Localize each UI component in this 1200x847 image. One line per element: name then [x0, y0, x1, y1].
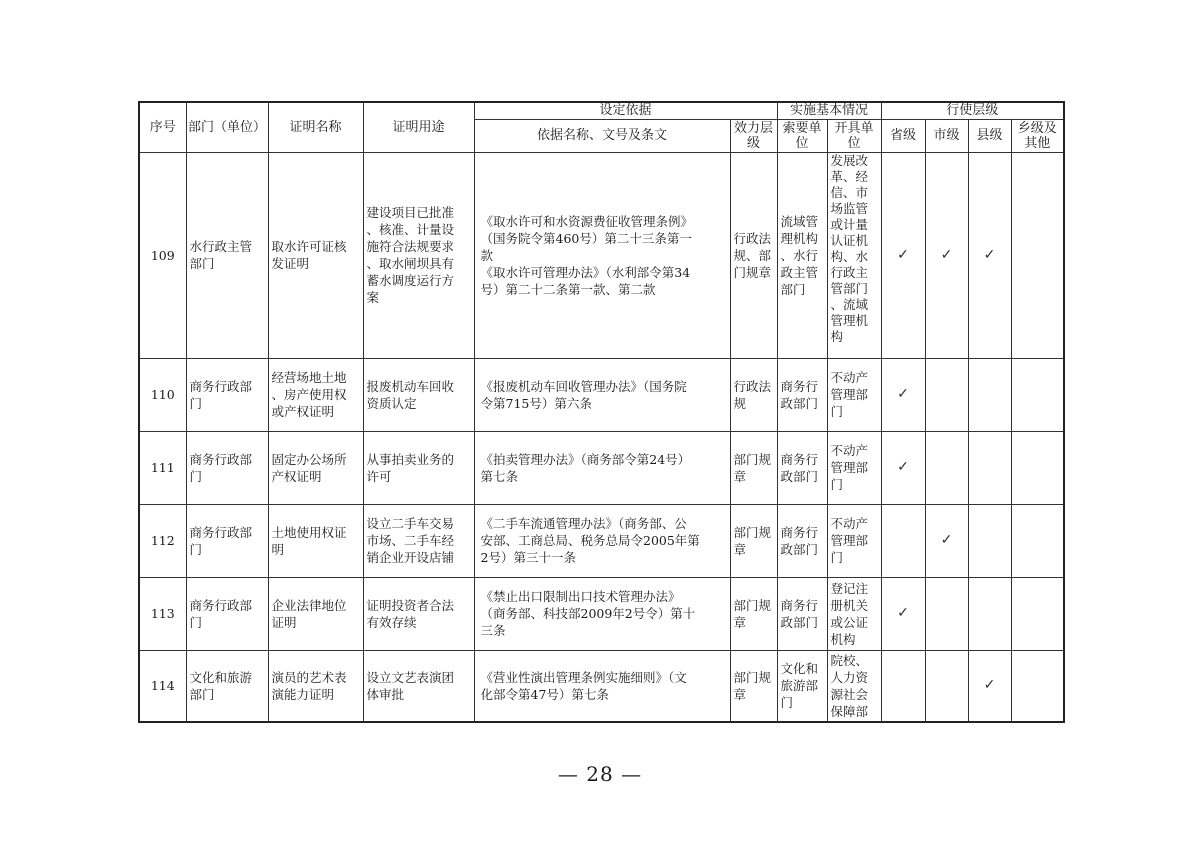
checkmark-icon-county — [968, 431, 1011, 504]
header-basis-group: 设定依据 — [474, 102, 777, 119]
basis-cell — [474, 577, 730, 650]
row-number: 111 — [139, 431, 186, 504]
checkmark-icon-township — [1011, 650, 1064, 722]
issuing-unit-cell — [827, 650, 881, 722]
cert-name-cell — [268, 577, 363, 650]
issuing-unit-cell — [827, 358, 881, 431]
requesting-unit-cell — [777, 431, 827, 504]
effect-level-text: 部门规 章 — [733, 597, 772, 630]
purpose-text: 从事拍卖业务的 许可 — [366, 451, 455, 484]
basis-cell — [474, 152, 730, 358]
header-effect-level: 效力层 级 — [730, 119, 777, 152]
table-row — [139, 577, 1064, 650]
requesting-unit-cell — [777, 650, 827, 722]
purpose-cell — [363, 152, 474, 358]
checkmark-icon-county: ✓ — [968, 650, 1011, 722]
purpose-text: 设立二手车交易 市场、二手车经 销企业开设店铺 — [366, 516, 455, 565]
header-basis-name: 依据名称、文号及条文 — [474, 119, 730, 152]
row-number: 114 — [139, 650, 186, 722]
requesting-unit-cell — [777, 504, 827, 577]
table-row — [139, 152, 1064, 358]
effect-level-cell — [730, 431, 777, 504]
issuing-unit-cell — [827, 152, 881, 358]
dept-text: 商务行政部 门 — [189, 524, 253, 557]
cert-name-text: 固定办公场所 产权证明 — [271, 451, 347, 484]
basis-cell — [474, 431, 730, 504]
basis-cell — [474, 504, 730, 577]
header-issuing-unit: 开具单 位 — [827, 119, 881, 152]
effect-level-text: 部门规 章 — [733, 524, 772, 557]
cert-name-text: 土地使用权证 明 — [271, 524, 347, 557]
issuing-unit-text: 院校、 人力资 源社会 保障部 — [830, 652, 869, 719]
dept-text: 水行政主管 部门 — [189, 239, 253, 271]
issuing-unit-cell — [827, 577, 881, 650]
effect-level-text: 部门规 章 — [733, 451, 772, 484]
basis-text: 《营业性演出管理条例实施细则》（文 化部令第47号）第七条 — [480, 669, 687, 702]
checkmark-icon-county — [968, 577, 1011, 650]
checkmark-icon-township — [1011, 358, 1064, 431]
requesting-unit-text: 商务行 政部门 — [780, 378, 819, 411]
cert-name-text: 演员的艺术表 演能力证明 — [271, 669, 347, 702]
basis-text: 《报废机动车回收管理办法》（国务院 令第715号）第六条 — [480, 378, 687, 411]
requesting-unit-text: 商务行 政部门 — [780, 524, 819, 557]
header-no: 序号 — [139, 102, 186, 152]
table-header — [139, 102, 1064, 152]
header-township: 乡级及 其他 — [1011, 119, 1064, 152]
checkmark-icon-provincial: ✓ — [881, 431, 925, 504]
checkmark-icon-municipal — [925, 577, 968, 650]
checkmark-icon-municipal: ✓ — [925, 504, 968, 577]
issuing-unit-text: 不动产 管理部 门 — [830, 370, 869, 419]
requesting-unit-cell — [777, 577, 827, 650]
basis-text: 《二手车流通管理办法》（商务部、公 安部、工商总局、税务总局令2005年第 2号）第三十一条 — [480, 516, 700, 565]
certificate-list-table-container — [138, 101, 1065, 723]
dept-text: 文化和旅游 部门 — [189, 669, 253, 702]
purpose-text: 设立文艺表演团 体审批 — [366, 669, 455, 702]
cert-name-text: 企业法律地位 证明 — [271, 597, 347, 630]
row-number: 109 — [139, 152, 186, 358]
dept-cell — [186, 504, 268, 577]
certificate-list-table — [138, 101, 1065, 723]
basis-text: 《取水许可和水资源费征收管理条例》 （国务院令第460号）第二十三条第一 款 《取水许可管理办法》（水利部令第34 号）第二十二条第一款、第二款 — [480, 213, 694, 297]
cert-name-cell — [268, 358, 363, 431]
basis-cell — [474, 650, 730, 722]
basis-text: 《禁止出口限制出口技术管理办法》 （商务部、科技部2009年2号令）第十 三条 — [480, 589, 696, 638]
issuing-unit-text: 发展改 革、经 信、市 场监管 或计量 认证机 构、水 行政主 管部门 、流域 管理机 构 — [830, 152, 869, 344]
dept-text: 商务行政部 门 — [189, 451, 253, 484]
checkmark-icon-township — [1011, 577, 1064, 650]
requesting-unit-cell — [777, 152, 827, 358]
table-body — [139, 152, 1064, 722]
purpose-text: 报废机动车回收 资质认定 — [366, 378, 455, 411]
checkmark-icon-township — [1011, 431, 1064, 504]
checkmark-icon-municipal — [925, 431, 968, 504]
checkmark-icon-county — [968, 504, 1011, 577]
effect-level-cell — [730, 358, 777, 431]
checkmark-icon-provincial: ✓ — [881, 152, 925, 358]
effect-level-cell — [730, 577, 777, 650]
cert-name-cell — [268, 431, 363, 504]
checkmark-icon-municipal — [925, 358, 968, 431]
issuing-unit-cell — [827, 504, 881, 577]
cert-name-cell — [268, 504, 363, 577]
checkmark-icon-county — [968, 358, 1011, 431]
issuing-unit-cell — [827, 431, 881, 504]
header-purpose: 证明用途 — [363, 102, 474, 152]
checkmark-icon-township — [1011, 504, 1064, 577]
checkmark-icon-provincial: ✓ — [881, 358, 925, 431]
cert-name-cell — [268, 152, 363, 358]
dept-cell — [186, 152, 268, 358]
requesting-unit-text: 商务行 政部门 — [780, 451, 819, 484]
purpose-cell — [363, 504, 474, 577]
checkmark-icon-township — [1011, 152, 1064, 358]
dept-cell — [186, 577, 268, 650]
row-number: 110 — [139, 358, 186, 431]
purpose-cell — [363, 431, 474, 504]
issuing-unit-text: 登记注 册机关 或公证 机构 — [830, 580, 869, 647]
cert-name-cell — [268, 650, 363, 722]
table-row — [139, 358, 1064, 431]
header-county: 县级 — [968, 119, 1011, 152]
purpose-cell — [363, 577, 474, 650]
header-dept: 部门（单位） — [186, 102, 268, 152]
requesting-unit-text: 文化和 旅游部 门 — [780, 661, 819, 711]
effect-level-text: 部门规 章 — [733, 669, 772, 702]
issuing-unit-text: 不动产 管理部 门 — [830, 443, 869, 492]
header-requesting-unit: 索要单 位 — [777, 119, 827, 152]
dept-cell — [186, 358, 268, 431]
effect-level-text: 行政法 规、部 门规章 — [733, 230, 772, 280]
table-row — [139, 650, 1064, 722]
requesting-unit-text: 商务行 政部门 — [780, 597, 819, 630]
effect-level-text: 行政法 规 — [733, 378, 772, 411]
purpose-text: 证明投资者合法 有效存续 — [366, 597, 455, 630]
header-impl-group: 实施基本情况 — [777, 102, 881, 119]
issuing-unit-text: 不动产 管理部 门 — [830, 516, 869, 565]
checkmark-icon-provincial — [881, 504, 925, 577]
cert-name-text: 经营场地土地 、房产使用权 或产权证明 — [271, 370, 347, 419]
header-provincial: 省级 — [881, 119, 925, 152]
purpose-cell — [363, 650, 474, 722]
dept-cell — [186, 431, 268, 504]
dept-cell — [186, 650, 268, 722]
effect-level-cell — [730, 152, 777, 358]
purpose-cell — [363, 358, 474, 431]
table-row — [139, 431, 1064, 504]
checkmark-icon-provincial: ✓ — [881, 577, 925, 650]
effect-level-cell — [730, 504, 777, 577]
header-municipal: 市级 — [925, 119, 968, 152]
basis-text: 《拍卖管理办法》（商务部令第24号） 第七条 — [480, 451, 691, 484]
effect-level-cell — [730, 650, 777, 722]
dept-text: 商务行政部 门 — [189, 378, 253, 411]
cert-name-text: 取水许可证核 发证明 — [271, 239, 347, 271]
checkmark-icon-county: ✓ — [968, 152, 1011, 358]
requesting-unit-cell — [777, 358, 827, 431]
dept-text: 商务行政部 门 — [189, 597, 253, 630]
basis-cell — [474, 358, 730, 431]
purpose-text: 建设项目已批准 、核准、计量设 施符合法规要求 、取水闸坝具有 蓄水调度运行方 案 — [366, 205, 455, 305]
checkmark-icon-municipal — [925, 650, 968, 722]
table-row — [139, 504, 1064, 577]
row-number: 112 — [139, 504, 186, 577]
checkmark-icon-provincial — [881, 650, 925, 722]
checkmark-icon-municipal: ✓ — [925, 152, 968, 358]
header-cert-name: 证明名称 — [268, 102, 363, 152]
requesting-unit-text: 流域管 理机构 、水行 政主管 部门 — [780, 213, 819, 297]
header-level-group: 行使层级 — [881, 102, 1064, 119]
row-number: 113 — [139, 577, 186, 650]
page-number: — 28 — — [557, 762, 643, 786]
